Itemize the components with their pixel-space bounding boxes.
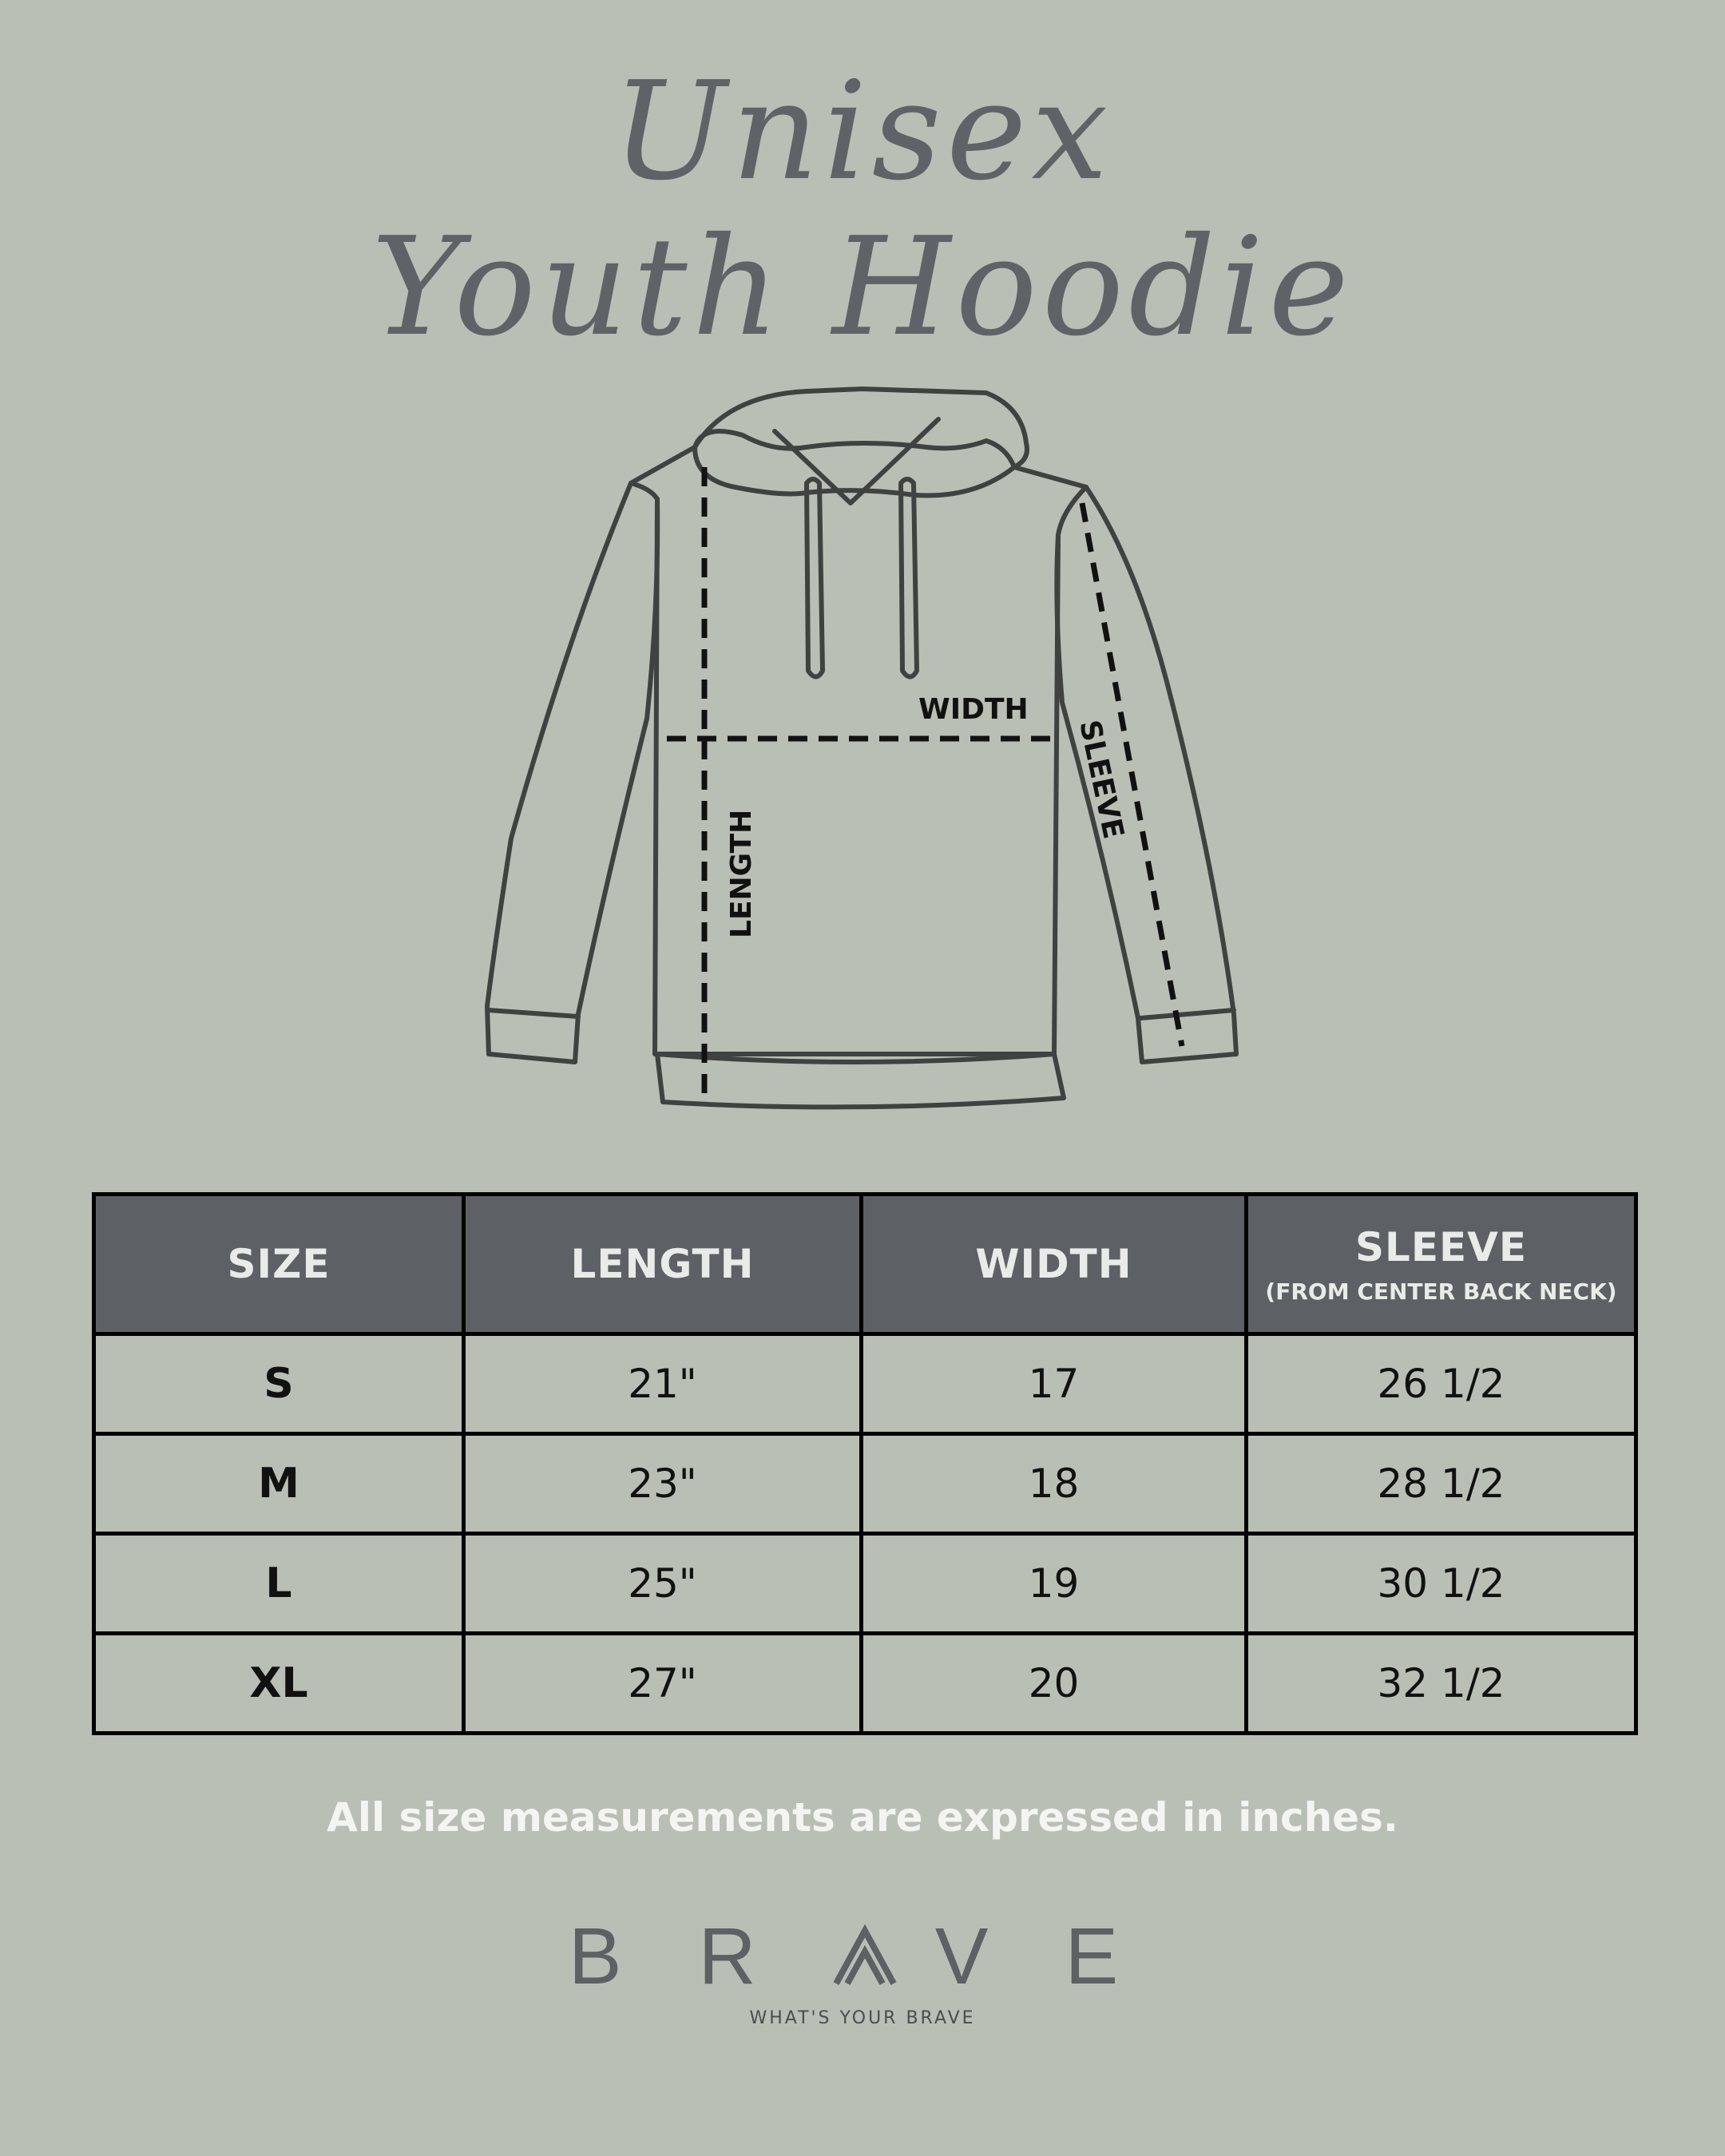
cell-size: S [94, 1334, 464, 1434]
header-width: WIDTH [862, 1195, 1247, 1334]
cell-length: 21" [464, 1334, 862, 1434]
cell-size: M [94, 1434, 464, 1534]
brand-tagline: WHAT'S YOUR BRAVE [749, 2008, 976, 2028]
table-row [94, 1634, 1636, 1734]
brand-wordmark [549, 1912, 1176, 2000]
drawstring-right [901, 479, 917, 677]
cell-length: 23" [464, 1434, 862, 1534]
left-cuff [489, 1010, 578, 1017]
brand-letter: E [1065, 1912, 1157, 2001]
size-table [92, 1192, 1638, 1735]
cell-width: 17 [862, 1334, 1247, 1434]
width-label: WIDTH [918, 693, 1029, 726]
header-sleeve [1247, 1195, 1636, 1334]
cell-sleeve: 30 1/2 [1247, 1534, 1636, 1634]
drawstring-left [807, 479, 823, 677]
measurement-note: All size measurements are expressed in inches. [327, 1794, 1398, 1841]
cell-width: 19 [862, 1534, 1247, 1634]
brand-logo [0, 1912, 1725, 2028]
table-row [94, 1434, 1636, 1534]
brand-letter: V [934, 1912, 1027, 2001]
cell-width: 20 [862, 1634, 1247, 1734]
title-line-1: Unisex [612, 53, 1113, 211]
table-row [94, 1334, 1636, 1434]
header-sleeve-label: SLEEVE [1354, 1223, 1528, 1270]
waistband [657, 1054, 1064, 1107]
header-length: LENGTH [464, 1195, 862, 1334]
cell-width: 18 [862, 1434, 1247, 1534]
hoodie-diagram [471, 375, 1254, 1126]
right-cuff [1140, 1010, 1234, 1018]
table-row [94, 1534, 1636, 1634]
brand-letter: R [698, 1912, 795, 2001]
brand-letter: B [568, 1912, 660, 2001]
cell-length: 25" [464, 1534, 862, 1634]
brand-chevron-icon [833, 1924, 897, 1988]
cell-sleeve: 26 1/2 [1247, 1334, 1636, 1434]
title-line-2: Youth Hoodie [371, 208, 1354, 367]
length-label: LENGTH [725, 809, 758, 938]
header-size: SIZE [94, 1195, 464, 1334]
table-header-row [94, 1195, 1636, 1334]
cell-size: XL [94, 1634, 464, 1734]
cell-sleeve: 32 1/2 [1247, 1634, 1636, 1734]
sleeve-label: SLEEVE [1073, 717, 1130, 842]
cell-length: 27" [464, 1634, 862, 1734]
cell-sleeve: 28 1/2 [1247, 1434, 1636, 1534]
left-sleeve [487, 483, 657, 1062]
hood-outline [695, 431, 1014, 496]
header-sleeve-sub: (FROM CENTER BACK NECK) [1265, 1278, 1617, 1305]
cell-size: L [94, 1534, 464, 1634]
